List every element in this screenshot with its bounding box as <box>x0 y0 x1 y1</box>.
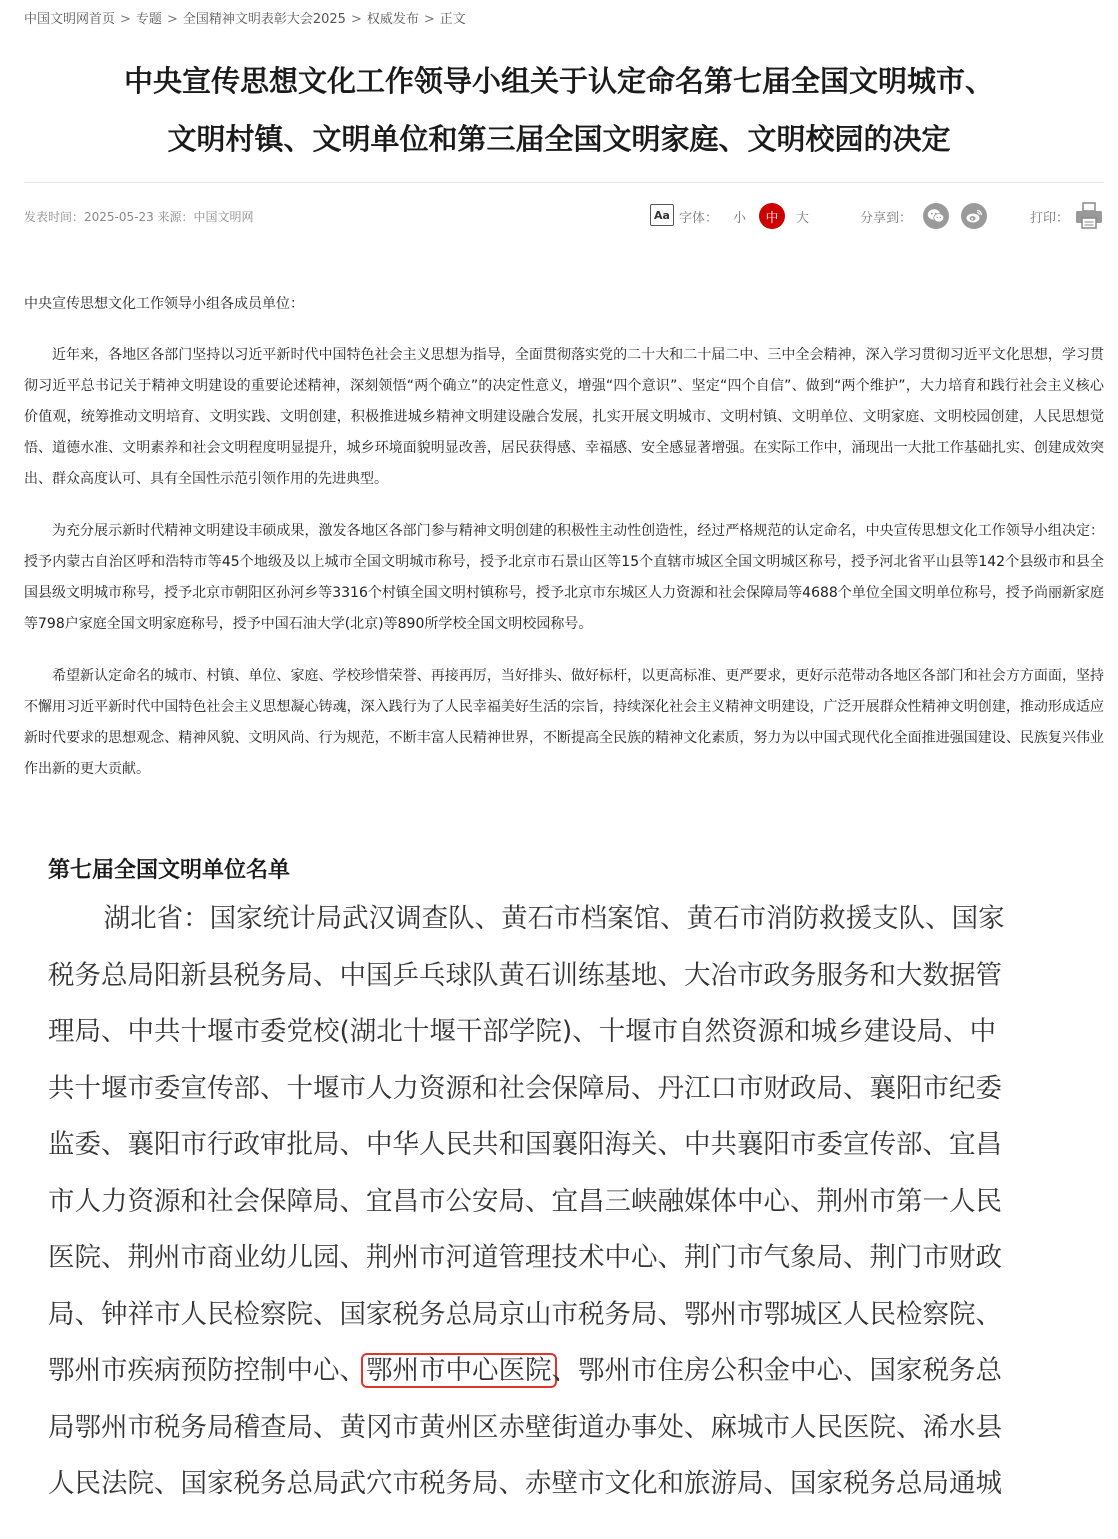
breadcrumb-home-link[interactable]: 中国文明网首页 <box>24 12 116 27</box>
article-paragraph: 近年来，各地区各部门坚持以习近平新时代中国特色社会主义思想为指导，全面贯彻落实党的二十大和二十届二中、三中全会精神，深入学习贯彻习近平文化思想，学习贯彻习近平总书记关于精神文明建设的重要论述精神，深刻领悟“两个确立”的决定性意义，增强“四个意识”、坚定“四个自信”、做到“两个维护”，大力培育和践行社会主义核心价值观，统筹推动文明培育、文明实践、文明创建，积极推进城乡精神文明建设融合发展，扎实开展文明城市、文明村镇、文明单位、文明家庭、文明校园创建，人民思想觉悟、道德水准、文明素养和社会文明程度明显提升，城乡环境面貌明显改善，居民获得感、幸福感、安全感显著增强。在实际工作中，涌现出一大批工作基础扎实、创建成效突出、群众高度认可、具有全国性示范引领作用的先进典型。 <box>24 347 1104 487</box>
breadcrumb-separator: > <box>423 12 435 27</box>
title-divider <box>24 182 1104 183</box>
article-meta: 发表时间：2025-05-23 来源：中国文明网 <box>24 210 254 224</box>
breadcrumb-separator: > <box>350 12 362 27</box>
honor-list-line: 医院、荆州市商业幼儿园、荆州市河道管理技术中心、荆门市气象局、荆门市财政 <box>48 1242 1002 1273</box>
printer-icon <box>1074 202 1104 230</box>
share-label: 分享到： <box>860 211 913 226</box>
breadcrumb <box>24 8 466 27</box>
breadcrumb-topic-link[interactable]: 专题 <box>135 12 162 27</box>
wechat-icon <box>927 208 945 224</box>
honor-list-line <box>48 1343 1060 1400</box>
print-button[interactable] <box>1074 202 1104 230</box>
honor-list-text-after: 、鄂州市住房公积金中心、国家税务总 <box>551 1355 1002 1386</box>
honor-list-text <box>48 891 1060 1513</box>
print-label: 打印： <box>1030 211 1070 226</box>
honor-list-line: 局鄂州市税务局稽查局、黄冈市黄州区赤壁街道办事处、麻城市人民医院、浠水县 <box>48 1411 1002 1443</box>
article-toolbar <box>0 200 1118 232</box>
font-size-small-button[interactable]: 小 <box>733 211 747 226</box>
honor-list-line: 监委、襄阳市行政审批局、中华人民共和国襄阳海关、中共襄阳市委宣传部、宜昌 <box>48 1129 1002 1160</box>
article-title <box>24 52 1094 168</box>
honor-list-line: 共十堰市委宣传部、十堰市人力资源和社会保障局、丹江口市财政局、襄阳市纪委 <box>48 1072 1002 1104</box>
share-weibo-button[interactable] <box>961 203 987 229</box>
article-addressee: 中央宣传思想文化工作领导小组各成员单位： <box>24 296 304 312</box>
breadcrumb-current: 正文 <box>439 12 466 27</box>
breadcrumb-event-link[interactable]: 全国精神文明表彰大会2025 <box>182 12 346 27</box>
honor-list-line: 湖北省：国家统计局武汉调查队、黄石市档案馆、黄石市消防救援支队、国家 <box>103 903 1005 934</box>
breadcrumb-release-link[interactable]: 权威发布 <box>366 12 419 27</box>
share-wechat-button[interactable] <box>923 203 949 229</box>
font-size-label: 字体： <box>679 211 719 226</box>
honor-list-heading: 第七届全国文明单位名单 <box>48 858 291 883</box>
article-body <box>24 289 1104 806</box>
weibo-icon <box>965 208 983 224</box>
breadcrumb-separator: > <box>120 12 131 27</box>
font-size-icon: Aa <box>650 204 674 226</box>
honor-list-line: 税务总局阳新县税务局、中国乒乓球队黄石训练基地、大冶市政务服务和大数据管 <box>48 959 1002 991</box>
honor-list-line: 市人力资源和社会保障局、宜昌市公安局、宜昌三峡融媒体中心、荆州市第一人民 <box>48 1185 1002 1217</box>
article-title-line2: 文明村镇、文明单位和第三届全国文明家庭、文明校园的决定 <box>167 122 951 156</box>
article-paragraph: 希望新认定命名的城市、村镇、单位、家庭、学校珍惜荣誉、再接再厉，当好排头、做好标杆，以更高标准、更严要求，更好示范带动各地区各部门和社会方方面面，坚持不懈用习近平新时代中国特色社会主义思想凝心铸魂，深入践行为了人民幸福美好生活的宗旨，持续深化社会主义精神文明建设，广泛开展群众性精神文明创建，推动形成适应新时代要求的思想观念、精神风貌、文明风尚、行为规范，不断丰富人民精神世界，不断提高全民族的精神文化素质，努力为以中国式现代化全面推进强国建设、民族复兴伟业作出新的更大贡献。 <box>24 668 1104 777</box>
honor-list-line: 局、钟祥市人民检察院、国家税务总局京山市税务局、鄂州市鄂城区人民检察院、 <box>48 1298 1002 1330</box>
article-paragraph: 为充分展示新时代精神文明建设丰硕成果，激发各地区各部门参与精神文明创建的积极性主动性创造性，经过严格规范的认定命名，中央宣传思想文化工作领导小组决定：授予内蒙古自治区呼和浩特市等45个地级及以上城市全国文明城市称号，授予北京市石景山区等15个直辖市城区全国文明城区称号，授予河北省平山县等142个县级市和县全国县级文明城市称号，授予北京市朝阳区孙河乡等3316个村镇全国文明村镇称号，授予北京市东城区人力资源和社会保障局等4688个单位全国文明单位称号，授予尚丽新家庭等798户家庭全国文明家庭称号，授予中国石油大学(北京)等890所学校全国文明校园称号。 <box>24 523 1104 632</box>
font-size-large-button[interactable]: 大 <box>796 211 810 226</box>
article-title-line1: 中央宣传思想文化工作领导小组关于认定命名第七届全国文明城市、 <box>123 64 994 98</box>
honor-list-line: 理局、中共十堰市委党校(湖北十堰干部学院)、十堰市自然资源和城乡建设局、中 <box>48 1016 997 1047</box>
breadcrumb-separator: > <box>166 12 178 27</box>
highlighted-unit: 鄂州市中心医院 <box>361 1353 557 1388</box>
honor-list-line: 人民法院、国家税务总局武穴市税务局、赤壁市文化和旅游局、国家税务总局通城 <box>48 1468 1002 1499</box>
honor-list-section <box>48 851 1060 1513</box>
font-size-medium-button[interactable]: 中 <box>759 203 785 229</box>
honor-list-text-before: 鄂州市疾病预防控制中心、 <box>48 1355 366 1386</box>
